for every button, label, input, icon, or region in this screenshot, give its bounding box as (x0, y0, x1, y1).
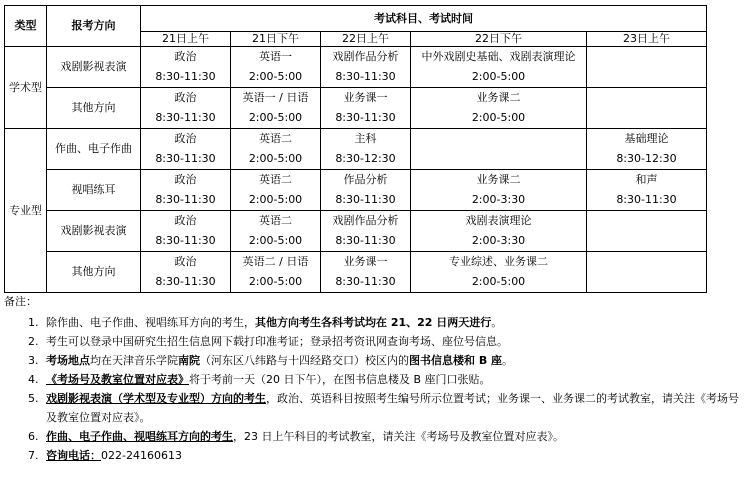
time-text: 8:30-11:30 (155, 275, 216, 288)
subject-text: 英语二 / 日语 (242, 255, 309, 268)
exam-schedule-table (4, 5, 707, 293)
empty-cell (587, 88, 707, 129)
category-professional: 专业型 (5, 129, 47, 293)
exam-cell (141, 47, 231, 88)
time-text: 2:00-5:00 (471, 275, 526, 288)
direction-cell: 戏剧影视表演 (47, 47, 141, 88)
time-text: 8:30-11:30 (155, 111, 216, 124)
table-row (5, 252, 707, 293)
note-item (28, 332, 749, 351)
subject-text: 和声 (635, 173, 658, 186)
note-number: 2. (28, 335, 39, 348)
exam-cell (411, 211, 587, 252)
category-academic: 学术型 (5, 47, 47, 129)
subject-text: 英语一 (259, 50, 292, 63)
subject-text: 基础理论 (624, 132, 669, 145)
note-emphasis: 《考场号及教室位置对应表》 (46, 373, 189, 386)
time-text: 8:30-11:30 (335, 111, 396, 124)
exam-cell (321, 47, 411, 88)
note-text-part: ，政治、英语科目按照考生编号所示位置考试；业务课一、业务课二的考试教室，请关注《考场号及教室位置对应表》。 (46, 392, 739, 424)
exam-cell (231, 252, 321, 293)
header-day-22pm: 22日下午 (411, 32, 587, 47)
exam-cell (321, 129, 411, 170)
exam-cell (321, 170, 411, 211)
table-row (5, 129, 707, 170)
subject-text: 英语一 / 日语 (242, 91, 309, 104)
time-text: 8:30-11:30 (335, 275, 396, 288)
note-emphasis: 考场地点 (46, 354, 90, 367)
subject-text: 戏剧作品分析 (332, 50, 399, 63)
time-text: 8:30-11:30 (616, 193, 677, 206)
contact-phone: 022-24160613 (101, 449, 182, 462)
exam-cell (141, 170, 231, 211)
subject-text: 中外戏剧史基础、戏剧表演理论 (421, 50, 576, 63)
note-item (28, 446, 749, 465)
subject-text: 业务课一 (343, 255, 388, 268)
note-text-part: 除作曲、电子作曲、视唱练耳方向的考生， (46, 316, 255, 329)
subject-text: 政治 (174, 214, 197, 227)
note-text-part: 。 (502, 354, 514, 367)
subject-text: 政治 (174, 255, 197, 268)
header-type: 类型 (5, 6, 47, 47)
note-emphasis: 作曲、电子作曲、视唱练耳方向的考生 (46, 430, 233, 443)
note-emphasis: 南院 (178, 354, 200, 367)
table-row (5, 88, 707, 129)
time-text: 2:00-5:00 (248, 70, 303, 83)
empty-cell (587, 252, 707, 293)
note-item (28, 351, 749, 370)
note-text-part: 均在天津音乐学院 (90, 354, 178, 367)
header-subjects-time: 考试科目、考试时间 (141, 6, 707, 32)
direction-cell: 作曲、电子作曲 (47, 129, 141, 170)
time-text: 2:00-3:30 (471, 193, 526, 206)
exam-cell (321, 211, 411, 252)
note-text-part: 。 (491, 316, 503, 329)
time-text: 8:30-11:30 (335, 70, 396, 83)
empty-cell (587, 211, 707, 252)
time-text: 8:30-11:30 (335, 193, 396, 206)
table-row (5, 47, 707, 88)
exam-cell (231, 129, 321, 170)
empty-cell (411, 129, 587, 170)
direction-cell: 其他方向 (47, 88, 141, 129)
exam-cell (411, 47, 587, 88)
note-number: 3. (28, 354, 39, 367)
exam-cell (141, 211, 231, 252)
note-text (46, 389, 749, 427)
table-row (5, 211, 707, 252)
subject-text: 戏剧作品分析 (332, 214, 399, 227)
note-text (46, 370, 749, 389)
time-text: 2:00-5:00 (248, 111, 303, 124)
subject-text: 政治 (174, 132, 197, 145)
notes-label: 备注： (4, 295, 37, 308)
direction-cell: 戏剧影视表演 (47, 211, 141, 252)
time-text: 8:30-11:30 (335, 234, 396, 247)
exam-cell (231, 170, 321, 211)
exam-cell (231, 88, 321, 129)
note-item (28, 313, 749, 332)
subject-text: 英语二 (259, 214, 292, 227)
exam-cell (141, 88, 231, 129)
note-number: 7. (28, 449, 39, 462)
note-text (46, 427, 749, 446)
time-text: 2:00-3:30 (471, 234, 526, 247)
direction-cell: 其他方向 (47, 252, 141, 293)
time-text: 8:30-12:30 (335, 152, 396, 165)
note-number: 6. (28, 430, 39, 443)
direction-cell: 视唱练耳 (47, 170, 141, 211)
note-text-part: ，23 日上午科目的考试教室，请关注《考场号及教室位置对应表》。 (233, 430, 564, 443)
note-text (46, 313, 749, 332)
note-item (28, 389, 749, 427)
time-text: 2:00-5:00 (471, 111, 526, 124)
note-emphasis: 戏剧影视表演（学术型及专业型）方向的考生 (46, 392, 266, 405)
time-text: 8:30-12:30 (616, 152, 677, 165)
time-text: 2:00-5:00 (248, 193, 303, 206)
header-direction: 报考方向 (47, 6, 141, 47)
exam-cell (141, 129, 231, 170)
time-text: 8:30-11:30 (155, 234, 216, 247)
header-day-22am: 22日上午 (321, 32, 411, 47)
subject-text: 业务课二 (476, 173, 521, 186)
subject-text: 政治 (174, 50, 197, 63)
empty-cell (587, 47, 707, 88)
subject-text: 政治 (174, 91, 197, 104)
note-item (28, 427, 749, 446)
exam-cell (587, 129, 707, 170)
time-text: 8:30-11:30 (155, 70, 216, 83)
table-row (5, 170, 707, 211)
note-text-part: （河东区八纬路与十四经路交口）校区内的 (200, 354, 409, 367)
subject-text: 英语二 (259, 132, 292, 145)
note-number: 4. (28, 373, 39, 386)
time-text: 8:30-11:30 (155, 152, 216, 165)
time-text: 2:00-5:00 (471, 70, 526, 83)
note-number: 5. (28, 392, 39, 405)
exam-cell (411, 170, 587, 211)
exam-cell (411, 252, 587, 293)
subject-text: 专业综述、业务课二 (449, 255, 548, 268)
exam-cell (231, 47, 321, 88)
header-day-21am: 21日上午 (141, 32, 231, 47)
header-day-23am: 23日上午 (587, 32, 707, 47)
note-text-part: 将于考前一天（20 日下午），在图书信息楼及 B 座门口张贴。 (189, 373, 491, 386)
subject-text: 政治 (174, 173, 197, 186)
exam-cell (321, 88, 411, 129)
note-text: 考生可以登录中国研究生招生信息网下载打印准考证；登录招考资讯网查询考场、座位号信息。 (46, 335, 508, 348)
note-number: 1. (28, 316, 39, 329)
exam-cell (321, 252, 411, 293)
time-text: 2:00-5:00 (248, 234, 303, 247)
subject-text: 戏剧表演理论 (465, 214, 532, 227)
subject-text: 业务课一 (343, 91, 388, 104)
notes-section (4, 293, 749, 465)
subject-text: 主科 (354, 132, 377, 145)
time-text: 2:00-5:00 (248, 275, 303, 288)
exam-cell (411, 88, 587, 129)
time-text: 2:00-5:00 (248, 152, 303, 165)
time-text: 8:30-11:30 (155, 193, 216, 206)
subject-text: 业务课二 (476, 91, 521, 104)
exam-cell (587, 170, 707, 211)
subject-text: 英语二 (259, 173, 292, 186)
note-text (46, 446, 749, 465)
exam-cell (231, 211, 321, 252)
note-item (28, 370, 749, 389)
note-emphasis: 图书信息楼和 B 座 (409, 354, 503, 367)
note-emphasis: 其他方向考生各科考试均在 21、22 日两天进行 (255, 316, 492, 329)
header-day-21pm: 21日下午 (231, 32, 321, 47)
subject-text: 作品分析 (343, 173, 388, 186)
exam-cell (141, 252, 231, 293)
note-text (46, 351, 749, 370)
contact-label: 咨询电话： (46, 449, 101, 462)
